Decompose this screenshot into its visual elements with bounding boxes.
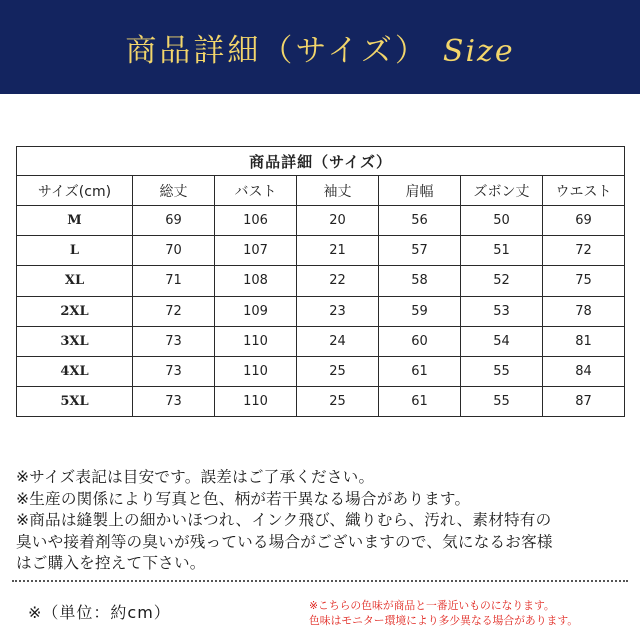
banner-title	[125, 25, 514, 70]
table-cell: 107	[215, 236, 297, 266]
table-cell: 55	[461, 387, 543, 417]
table-cell: 51	[461, 236, 543, 266]
column-header: 肩幅	[379, 176, 461, 206]
table-row	[17, 387, 625, 417]
table-cell: 58	[379, 266, 461, 296]
table-cell: 52	[461, 266, 543, 296]
size-label-cell: 2XL	[17, 296, 133, 326]
size-table	[16, 146, 625, 417]
table-cell: 78	[543, 296, 625, 326]
column-header: 総丈	[133, 176, 215, 206]
table-header-row	[17, 176, 625, 206]
color-disclaimer-line: ※こちらの色味が商品と一番近いものになります。	[309, 599, 555, 612]
column-header: サイズ(cm)	[17, 176, 133, 206]
table-row	[17, 266, 625, 296]
banner-script-text: Size	[442, 33, 515, 69]
table-cell: 72	[543, 236, 625, 266]
column-header: ウエスト	[543, 176, 625, 206]
table-row	[17, 296, 625, 326]
header-banner	[0, 0, 640, 94]
table-row	[17, 326, 625, 356]
note-line: ※サイズ表記は目安です。誤差はご了承ください。	[16, 468, 375, 486]
table-cell: 71	[133, 266, 215, 296]
column-header: 袖丈	[297, 176, 379, 206]
size-label-cell: XL	[17, 266, 133, 296]
table-cell: 72	[133, 296, 215, 326]
table-cell: 70	[133, 236, 215, 266]
size-label-cell: 3XL	[17, 326, 133, 356]
table-cell: 69	[133, 206, 215, 236]
dotted-divider	[12, 580, 628, 582]
table-cell: 57	[379, 236, 461, 266]
unit-note: ※（単位：約cm）	[28, 603, 171, 622]
table-cell: 110	[215, 387, 297, 417]
table-row	[17, 236, 625, 266]
table-cell: 56	[379, 206, 461, 236]
size-label-cell: 5XL	[17, 387, 133, 417]
note-line: はご購入を控えて下さい。	[16, 554, 206, 573]
table-cell: 110	[215, 326, 297, 356]
table-row	[17, 356, 625, 386]
table-cell: 25	[297, 387, 379, 417]
size-label-cell: L	[17, 236, 133, 266]
table-row	[17, 206, 625, 236]
table-cell: 23	[297, 296, 379, 326]
column-header: ズボン丈	[461, 176, 543, 206]
note-line: ※商品は縫製上の細かいほつれ、インク飛び、織りむら、汚れ、素材特有の	[16, 511, 552, 530]
table-caption: 商品詳細（サイズ）	[17, 147, 625, 176]
banner-title-text: 商品詳細（サイズ）	[125, 32, 429, 69]
table-cell: 61	[379, 356, 461, 386]
color-disclaimer-line: 色味はモニター環境により多少異なる場合があります。	[309, 614, 579, 627]
table-cell: 21	[297, 236, 379, 266]
table-cell: 55	[461, 356, 543, 386]
table-cell: 22	[297, 266, 379, 296]
color-disclaimer	[309, 598, 627, 628]
table-cell: 24	[297, 326, 379, 356]
size-label-cell: M	[17, 206, 133, 236]
table-cell: 73	[133, 387, 215, 417]
table-cell: 61	[379, 387, 461, 417]
table-cell: 53	[461, 296, 543, 326]
table-cell: 59	[379, 296, 461, 326]
note-line: 臭いや接着剤等の臭いが残っている場合がございますので、気になるお客様	[16, 532, 553, 551]
table-cell: 109	[215, 296, 297, 326]
table-cell: 108	[215, 266, 297, 296]
column-header: バスト	[215, 176, 297, 206]
table-cell: 75	[543, 266, 625, 296]
table-cell: 54	[461, 326, 543, 356]
size-label-cell: 4XL	[17, 356, 133, 386]
table-cell: 110	[215, 356, 297, 386]
table-cell: 84	[543, 356, 625, 386]
table-cell: 87	[543, 387, 625, 417]
table-cell: 81	[543, 326, 625, 356]
table-cell: 25	[297, 356, 379, 386]
table-cell: 73	[133, 356, 215, 386]
note-line: ※生産の関係により写真と色、柄が若干異なる場合があります。	[16, 489, 471, 508]
table-cell: 69	[543, 206, 625, 236]
table-cell: 106	[215, 206, 297, 236]
table-cell: 50	[461, 206, 543, 236]
table-cell: 20	[297, 206, 379, 236]
table-cell: 73	[133, 326, 215, 356]
table-cell: 60	[379, 326, 461, 356]
notes-block	[16, 467, 628, 575]
